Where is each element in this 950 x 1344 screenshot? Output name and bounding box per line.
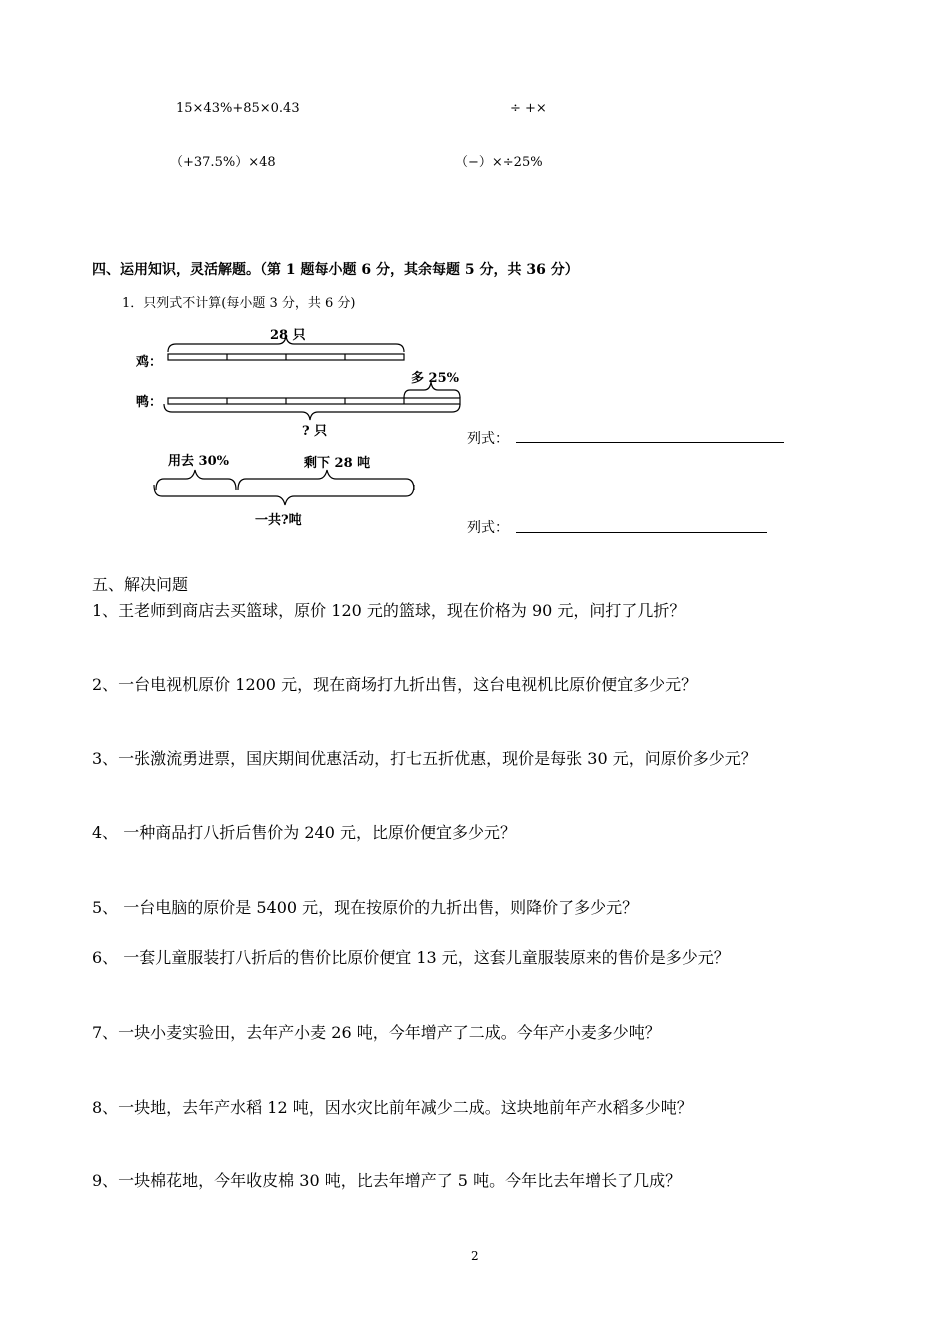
question-7: 7、一块小麦实验田，去年产小麦 26 吨，今年增产了二成。今年产小麦多少吨？ (92, 1023, 661, 1042)
diagram1-chicken-label: 鸡： (136, 355, 163, 370)
question-1: 1、王老师到商店去买篮球，原价 120 元的篮球，现在价格为 90 元，问打了几折？ (92, 601, 686, 620)
question-9: 9、一块棉花地，今年收皮棉 30 吨，比去年增产了 5 吨。今年比去年增长了几成？ (92, 1171, 682, 1190)
question-4: 4、 一种商品打八折后售价为 240 元，比原价便宜多少元？ (92, 823, 516, 842)
formula-label-1: 列式： (467, 431, 509, 447)
formula-answer-line-2 (516, 532, 767, 533)
page-number: 2 (471, 1249, 479, 1263)
diagram1-more-label: 多 25% (411, 371, 459, 386)
diagram2-used-label: 用去 30% (168, 454, 229, 469)
calc-expression-1: 15×43%+85×0.43 (176, 101, 300, 116)
question-6: 6、 一套儿童服装打八折后的售价比原价便宜 13 元，这套儿童服装原来的售价是多少元？ (92, 948, 730, 967)
question-5: 5、 一台电脑的原价是 5400 元，现在按原价的九折出售，则降价了多少元？ (92, 898, 639, 917)
question-2: 2、一台电视机原价 1200 元，现在商场打九折出售，这台电视机比原价便宜多少元？ (92, 675, 698, 694)
diagram1-top-label: 28 只 (270, 328, 306, 343)
diagram1-question-label: ? 只 (302, 424, 328, 439)
diagram1-duck-label: 鸭： (136, 395, 163, 410)
formula-label-2: 列式： (467, 520, 509, 536)
question-3: 3、一张激流勇进票，国庆期间优惠活动，打七五折优惠，现价是每张 30 元，问原价多少元？ (92, 749, 757, 768)
calc-expression-3: （+37.5%）×48 (170, 155, 276, 170)
section-4-scoring: （第 1 题每小题 6 分，其余每题 5 分，共 36 分） (260, 262, 579, 278)
section-4-title: 四、运用知识，灵活解题。 (92, 262, 260, 278)
diagram2-total-label: 一共?吨 (255, 513, 302, 528)
section-4-sub-1: 1．只列式不计算(每小题 3 分，共 6 分) (122, 296, 356, 311)
section-5-title: 五、解决问题 (92, 575, 189, 594)
diagram2-left-label: 剩下 28 吨 (304, 456, 371, 471)
question-8: 8、一块地，去年产水稻 12 吨，因水灾比前年减少二成。这块地前年产水稻多少吨？ (92, 1098, 693, 1117)
calc-expression-2: ÷ +× (510, 101, 547, 116)
calc-expression-4: （−）×÷25% (455, 155, 543, 170)
